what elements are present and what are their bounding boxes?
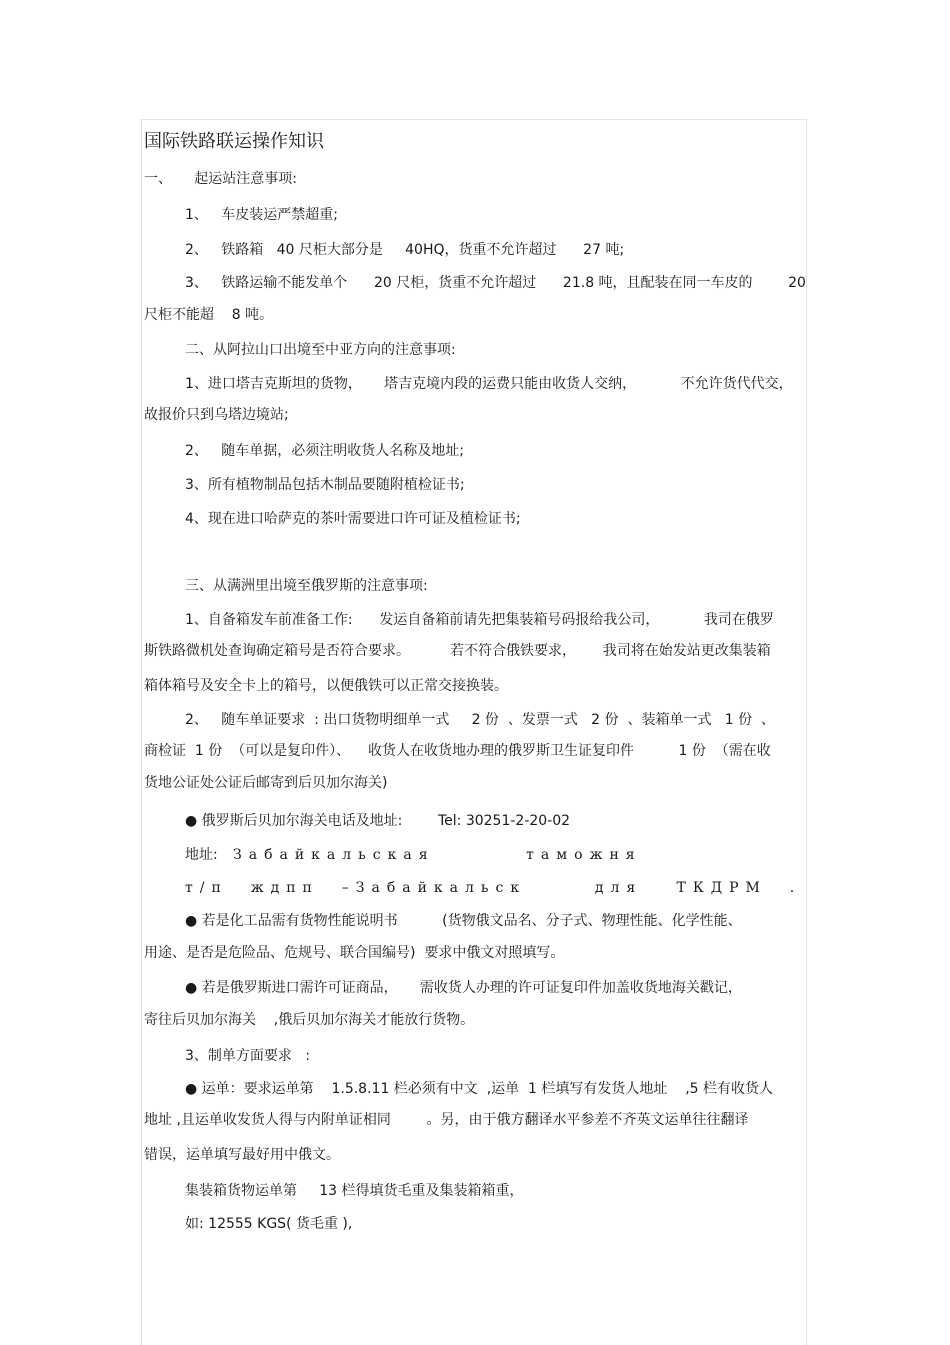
item-2-1-cont: 故报价只到乌塔边境站; bbox=[144, 407, 289, 423]
section-2-heading: 二、从阿拉山口出境至中亚方向的注意事项: bbox=[185, 342, 456, 358]
license-note: ● 若是俄罗斯进口需许可证商品， 需收货人办理的许可证复印件加盖收货地海关戳记， bbox=[185, 980, 742, 996]
item-3-1: 1、自备箱发车前准备工作: 发运自备箱前请先把集装箱号码报给我公司， 我司在俄罗 bbox=[185, 612, 774, 628]
address-line-1: Забайкальская таможня bbox=[233, 847, 642, 863]
container-waybill-note: 集装箱货物运单第 13 栏得填货毛重及集装箱箱重， bbox=[185, 1183, 524, 1199]
item-3-3: 3、制单方面要求 : bbox=[185, 1048, 310, 1064]
address-label: 地址: bbox=[185, 847, 218, 863]
chemical-note-cont: 用途、是否是危险品、危规号、联合国编号) 要求中俄文对照填写。 bbox=[144, 945, 565, 961]
section-1-heading: 一、 起运站注意事项: bbox=[144, 171, 297, 187]
item-3-1-cont-b: 箱体箱号及安全卡上的箱号，以便俄铁可以正常交接换装。 bbox=[144, 678, 508, 694]
item-1-2: 2、 铁路箱 40 尺柜大部分是 40HQ，货重不允许超过 27 吨; bbox=[185, 242, 625, 258]
item-1-3-cont: 尺柜不能超 8 吨。 bbox=[144, 307, 274, 323]
item-2-2: 2、 随车单据，必须注明收货人名称及地址; bbox=[185, 443, 464, 459]
item-1-3: 3、 铁路运输不能发单个 20 尺柜，货重不允许超过 21.8 吨，且配装在同一车皮的 20 bbox=[185, 275, 806, 291]
waybill-note: ● 运单：要求运单第 1.5.8.11 栏必须有中文 ,运单 1 栏填写有发货人地址 ,5 栏有收货人 bbox=[185, 1081, 774, 1097]
item-3-2-cont-b: 货地公证处公证后邮寄到后贝加尔海关) bbox=[144, 775, 388, 791]
customs-contact: ● 俄罗斯后贝加尔海关电话及地址: Tel: 30251-2-20-02 bbox=[185, 813, 571, 829]
item-1-1: 1、 车皮装运严禁超重; bbox=[185, 207, 338, 223]
item-2-3: 3、所有植物制品包括木制品要随附植检证书; bbox=[185, 477, 465, 493]
example-weight: 如: 12555 KGS( 货毛重 ), bbox=[185, 1216, 353, 1232]
item-2-1: 1、进口塔吉克斯坦的货物， 塔吉克境内段的运费只能由收货人交纳， 不允许货代代交， bbox=[185, 376, 793, 392]
license-note-cont: 寄往后贝加尔海关 ,俄后贝加尔海关才能放行货物。 bbox=[144, 1012, 475, 1028]
item-3-2-cont-a: 商检证 1 份 （可以是复印件）、 收货人在收货地办理的俄罗斯卫生证复印件 1 份 （需在收 bbox=[144, 743, 771, 759]
waybill-note-cont-a: 地址 ,且运单收发货人得与内附单证相同 。另，由于俄方翻译水平参差不齐英文运单往往翻译 bbox=[144, 1112, 749, 1128]
address-line-2: т/п ждпп –Забайкальск для ТКДРМ . bbox=[185, 880, 802, 896]
chemical-note: ● 若是化工品需有货物性能说明书 (货物俄文品名、分子式、物理性能、化学性能、 bbox=[185, 913, 742, 929]
document-title: 国际铁路联运操作知识 bbox=[144, 131, 324, 152]
section-3-heading: 三、从满洲里出境至俄罗斯的注意事项: bbox=[185, 578, 428, 594]
waybill-note-cont-b: 错误，运单填写最好用中俄文。 bbox=[144, 1147, 340, 1163]
item-3-2: 2、 随车单证要求 : 出口货物明细单一式 2 份 、发票一式 2 份 、装箱单一式 1 份 、 bbox=[185, 712, 776, 728]
item-2-4: 4、现在进口哈萨克的茶叶需要进口许可证及植检证书; bbox=[185, 511, 521, 527]
item-3-1-cont-a: 斯铁路微机处查询确定箱号是否符合要求。 若不符合俄铁要求， 我司将在始发站更改集装箱 bbox=[144, 643, 771, 659]
